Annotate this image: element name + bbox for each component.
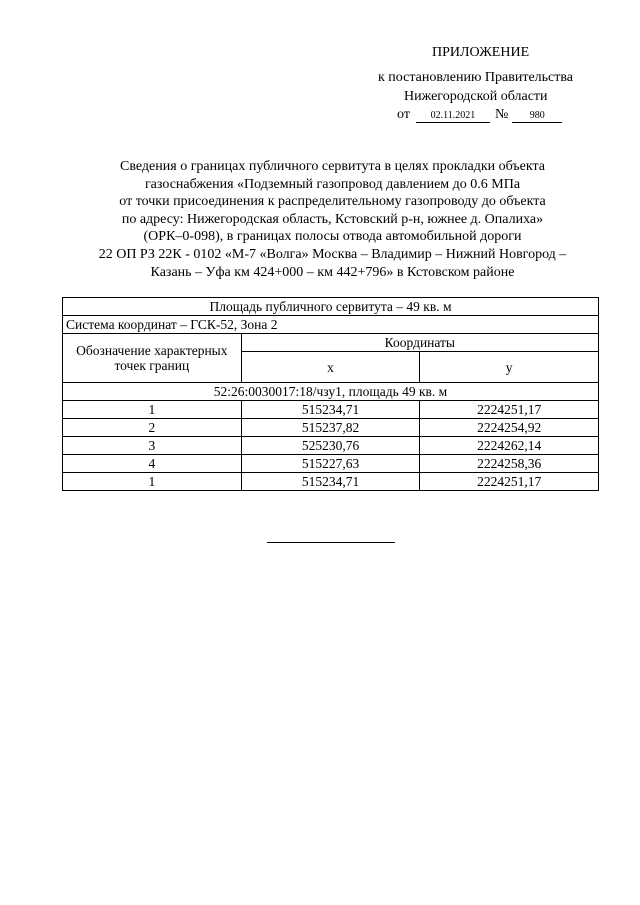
parcel-cell: 52:26:0030017:18/чзу1, площадь 49 кв. м [63, 383, 599, 401]
resolution-date: 02.11.2021 [416, 109, 490, 123]
heading-line: по адресу: Нижегородская область, Кстовский р-н, южнее д. Опалиха» [121, 211, 544, 227]
table-row [63, 419, 599, 437]
point-cell: 1 [63, 401, 242, 419]
point-cell: 3 [63, 437, 242, 455]
y-header: y [420, 352, 599, 383]
table-row [63, 455, 599, 473]
appendix-title: ПРИЛОЖЕНИЕ [432, 45, 530, 60]
heading-line: (ОРК–0-098), в границах полосы отвода автомобильной дороги [143, 229, 522, 245]
heading-line: 22 ОП РЗ 22К - 0102 «М-7 «Волга» Москва – Владимир – Нижний Новгород – [98, 246, 567, 262]
document-heading [40, 158, 625, 281]
y-cell: 2224258,36 [420, 455, 599, 473]
y-cell: 2224254,92 [420, 419, 599, 437]
points-header: Обозначение характерных точек границ [63, 334, 242, 383]
appendix-resolution: к постановлению Правительства [378, 70, 574, 85]
header-row [63, 334, 599, 352]
heading-line: от точки присоединения к распределительному газопроводу до объекта [119, 194, 546, 210]
closing-rule [267, 542, 395, 543]
x-cell: 515237,82 [241, 419, 420, 437]
appendix-date-row [397, 107, 562, 123]
parcel-row [63, 383, 599, 401]
x-header: x [241, 352, 420, 383]
x-cell: 515234,71 [241, 401, 420, 419]
x-cell: 515234,71 [241, 473, 420, 491]
heading-line: газоснабжения «Подземный газопровод давлением до 0.6 МПа [144, 176, 521, 192]
coordinates-table [62, 297, 599, 491]
point-cell: 1 [63, 473, 242, 491]
y-cell: 2224251,17 [420, 401, 599, 419]
table-row [63, 401, 599, 419]
area-row [63, 298, 599, 316]
y-cell: 2224262,14 [420, 437, 599, 455]
point-cell: 4 [63, 455, 242, 473]
number-sign: № [494, 107, 509, 122]
coords-header: Координаты [241, 334, 598, 352]
resolution-number: 980 [512, 109, 562, 123]
date-prefix: от [397, 107, 410, 122]
appendix-region: Нижегородской области [404, 89, 548, 104]
x-cell: 515227,63 [241, 455, 420, 473]
y-cell: 2224251,17 [420, 473, 599, 491]
table-row [63, 437, 599, 455]
x-cell: 525230,76 [241, 437, 420, 455]
heading-line: Казань – Уфа км 424+000 – км 442+796» в Кстовском районе [150, 264, 515, 280]
coordinate-system-cell: Система координат – ГСК-52, Зона 2 [63, 316, 599, 334]
system-row [63, 316, 599, 334]
table-row [63, 473, 599, 491]
heading-line: Сведения о границах публичного сервитута в целях прокладки объекта [120, 159, 545, 174]
point-cell: 2 [63, 419, 242, 437]
area-cell: Площадь публичного сервитута – 49 кв. м [63, 298, 599, 316]
